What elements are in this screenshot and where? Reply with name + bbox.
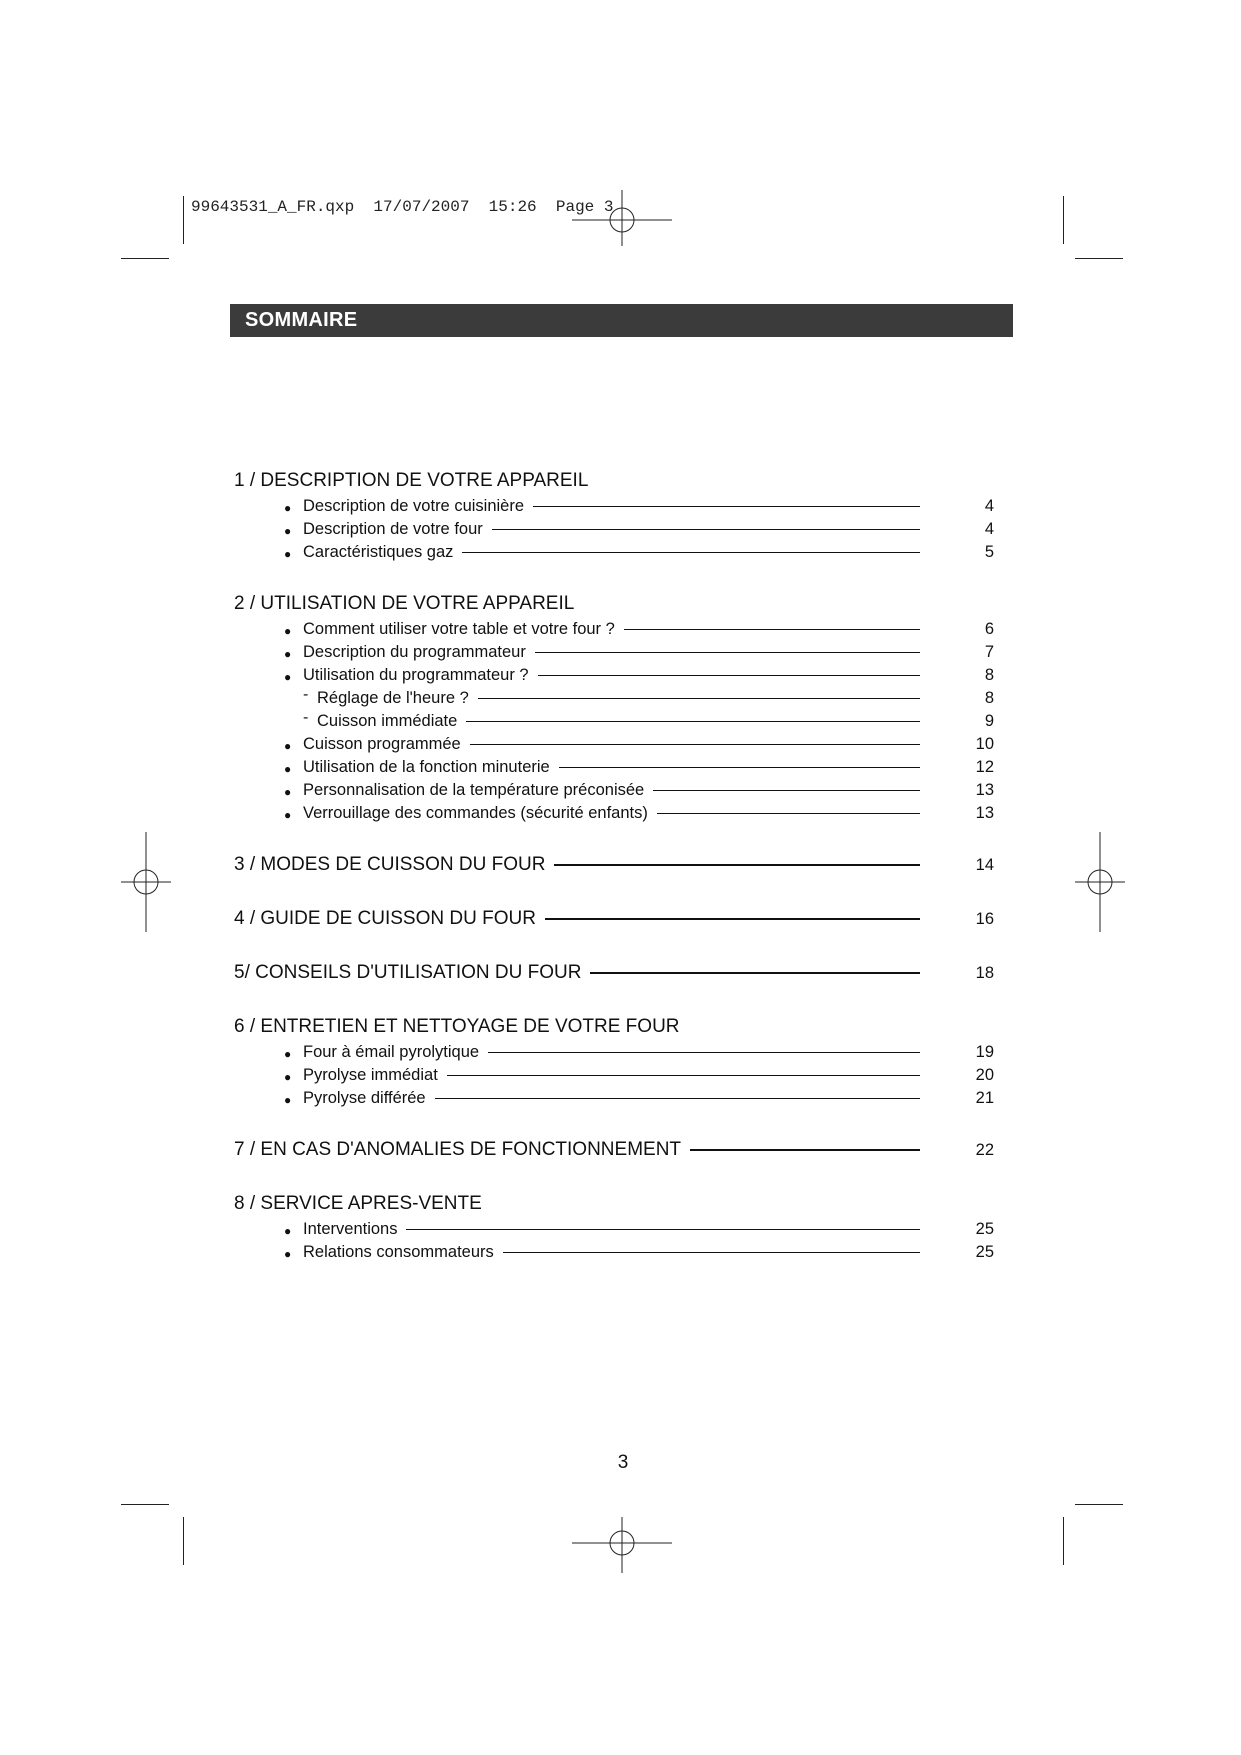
leader-line — [503, 1252, 920, 1254]
bullet-icon: ● — [284, 524, 292, 538]
toc-entry-text: Cuisson programmée — [303, 735, 461, 753]
leader-line — [533, 506, 920, 508]
toc-section-6 — [234, 1013, 994, 1110]
leader-line — [488, 1052, 920, 1054]
toc-entry-page: 8 — [984, 666, 994, 684]
toc-entry-text: Comment utiliser votre table et votre four ? — [303, 620, 615, 638]
section-title — [234, 959, 994, 987]
section-title-text: 3 / MODES DE CUISSON DU FOUR — [234, 854, 546, 875]
toc-entry-text: Verrouillage des commandes (sécurité enfants) — [303, 804, 648, 822]
toc-entry — [234, 779, 994, 802]
toc-entry — [234, 641, 994, 664]
leader-line — [690, 1149, 920, 1151]
section-page: 16 — [975, 909, 994, 928]
leader-line — [554, 864, 920, 866]
toc-entry-page: 8 — [984, 689, 994, 707]
section-title-text: 7 / EN CAS D'ANOMALIES DE FONCTIONNEMENT — [234, 1139, 682, 1160]
toc-entry-page: 5 — [984, 543, 994, 561]
bullet-icon: ● — [284, 1070, 292, 1084]
toc-entry-text: Réglage de l'heure ? — [317, 689, 469, 707]
leader-line — [462, 552, 920, 554]
toc-section-7 — [234, 1136, 994, 1164]
toc-section-3 — [234, 851, 994, 879]
leader-line — [492, 529, 920, 531]
bullet-icon: ● — [284, 670, 292, 684]
registration-target-bottom — [572, 1517, 672, 1573]
toc-entry-page: 12 — [975, 758, 994, 776]
bullet-icon: ● — [284, 762, 292, 776]
toc-entry-page: 13 — [975, 781, 994, 799]
bullet-icon: ● — [284, 1047, 292, 1061]
toc-entry — [234, 1241, 994, 1264]
crop-mark-top-left-vertical — [183, 196, 184, 244]
toc-entry — [234, 518, 994, 541]
toc-section-5 — [234, 959, 994, 987]
leader-line — [406, 1229, 920, 1231]
section-page: 22 — [975, 1140, 994, 1159]
leader-line — [447, 1075, 920, 1077]
toc-entry-page: 25 — [975, 1220, 994, 1238]
toc-entry-page: 9 — [984, 712, 994, 730]
leader-line — [590, 972, 920, 974]
toc-entry-page: 21 — [975, 1089, 994, 1107]
toc-entry-text: Description de votre cuisinière — [303, 497, 525, 515]
toc-entry-text: Utilisation du programmateur ? — [303, 666, 529, 684]
toc-entry — [234, 1064, 994, 1087]
section-title-text: 5/ CONSEILS D'UTILISATION DU FOUR — [234, 962, 582, 983]
dash-icon: - — [303, 686, 309, 703]
toc-subentry — [234, 710, 994, 733]
page-number: 3 — [617, 1452, 629, 1473]
toc-entry — [234, 756, 994, 779]
bullet-icon: ● — [284, 1247, 292, 1261]
toc-entry-page: 4 — [984, 497, 994, 515]
file-slug: 99643531_A_FR.qxp 17/07/2007 15:26 Page 3 — [191, 198, 614, 216]
toc-entry-text: Caractéristiques gaz — [303, 543, 454, 561]
section-title-text: 2 / UTILISATION DE VOTRE APPAREIL — [234, 593, 575, 614]
toc-entry-text: Description du programmateur — [303, 643, 526, 661]
crop-mark-top-right-horizontal — [1075, 258, 1123, 259]
leader-line — [653, 790, 920, 792]
bullet-icon: ● — [284, 808, 292, 822]
toc-entry — [234, 664, 994, 687]
toc-subentry — [234, 687, 994, 710]
section-banner — [230, 304, 1013, 337]
toc-section-1 — [234, 467, 994, 564]
toc-entry — [234, 1041, 994, 1064]
section-title — [234, 851, 994, 879]
bullet-icon: ● — [284, 785, 292, 799]
section-title — [234, 1190, 994, 1218]
leader-line — [657, 813, 920, 815]
registration-target-left — [121, 832, 171, 932]
bullet-icon: ● — [284, 547, 292, 561]
toc-entry — [234, 733, 994, 756]
toc-entry-text: Pyrolyse différée — [303, 1089, 426, 1107]
bullet-icon: ● — [284, 1224, 292, 1238]
toc-section-4 — [234, 905, 994, 933]
toc-entry-page: 6 — [984, 620, 994, 638]
bullet-icon: ● — [284, 1093, 292, 1107]
crop-mark-bottom-left-vertical — [183, 1517, 184, 1565]
crop-mark-top-right-vertical — [1063, 196, 1064, 244]
toc-entry-text: Four à émail pyrolytique — [303, 1043, 480, 1061]
toc-section-8 — [234, 1190, 994, 1264]
banner-title: SOMMAIRE — [245, 309, 358, 331]
section-title-text: 6 / ENTRETIEN ET NETTOYAGE DE VOTRE FOUR — [234, 1016, 680, 1037]
toc-entry — [234, 618, 994, 641]
leader-line — [624, 629, 920, 631]
leader-line — [435, 1098, 920, 1100]
leader-line — [466, 721, 920, 723]
bullet-icon: ● — [284, 501, 292, 515]
section-title — [234, 1013, 994, 1041]
leader-line — [538, 675, 920, 677]
toc-entry-text: Utilisation de la fonction minuterie — [303, 758, 550, 776]
table-of-contents — [234, 467, 994, 1290]
toc-entry-page: 10 — [975, 735, 994, 753]
crop-mark-top-left-horizontal — [121, 258, 169, 259]
leader-line — [470, 744, 920, 746]
toc-entry-text: Description de votre four — [303, 520, 483, 538]
section-page: 14 — [975, 855, 994, 874]
toc-entry-page: 7 — [984, 643, 994, 661]
leader-line — [535, 652, 920, 654]
leader-line — [559, 767, 920, 769]
crop-mark-bottom-left-horizontal — [121, 1504, 169, 1505]
crop-mark-bottom-right-horizontal — [1075, 1504, 1123, 1505]
toc-entry-page: 4 — [984, 520, 994, 538]
crop-mark-bottom-right-vertical — [1063, 1517, 1064, 1565]
toc-entry-page: 13 — [975, 804, 994, 822]
section-page: 18 — [975, 963, 994, 982]
dash-icon: - — [303, 709, 309, 726]
leader-line — [478, 698, 920, 700]
section-title — [234, 467, 994, 495]
bullet-icon: ● — [284, 739, 292, 753]
bullet-icon: ● — [284, 624, 292, 638]
section-title-text: 1 / DESCRIPTION DE VOTRE APPAREIL — [234, 470, 589, 491]
section-title-text: 4 / GUIDE DE CUISSON DU FOUR — [234, 908, 536, 929]
section-title — [234, 905, 994, 933]
section-title — [234, 590, 994, 618]
toc-entry-text: Relations consommateurs — [303, 1243, 494, 1261]
toc-entry-text: Cuisson immédiate — [317, 712, 458, 730]
toc-entry-text: Pyrolyse immédiat — [303, 1066, 438, 1084]
bullet-icon: ● — [284, 647, 292, 661]
toc-entry-page: 19 — [975, 1043, 994, 1061]
toc-entry-text: Personnalisation de la température préconisée — [303, 781, 645, 799]
toc-entry — [234, 1087, 994, 1110]
registration-target-right — [1075, 832, 1125, 932]
toc-entry — [234, 1218, 994, 1241]
toc-entry — [234, 495, 994, 518]
toc-entry-text: Interventions — [303, 1220, 398, 1238]
toc-entry — [234, 541, 994, 564]
toc-entry-page: 25 — [975, 1243, 994, 1261]
section-title — [234, 1136, 994, 1164]
toc-entry-page: 20 — [975, 1066, 994, 1084]
toc-entry — [234, 802, 994, 825]
section-title-text: 8 / SERVICE APRES-VENTE — [234, 1193, 482, 1214]
toc-section-2 — [234, 590, 994, 825]
leader-line — [545, 918, 920, 920]
